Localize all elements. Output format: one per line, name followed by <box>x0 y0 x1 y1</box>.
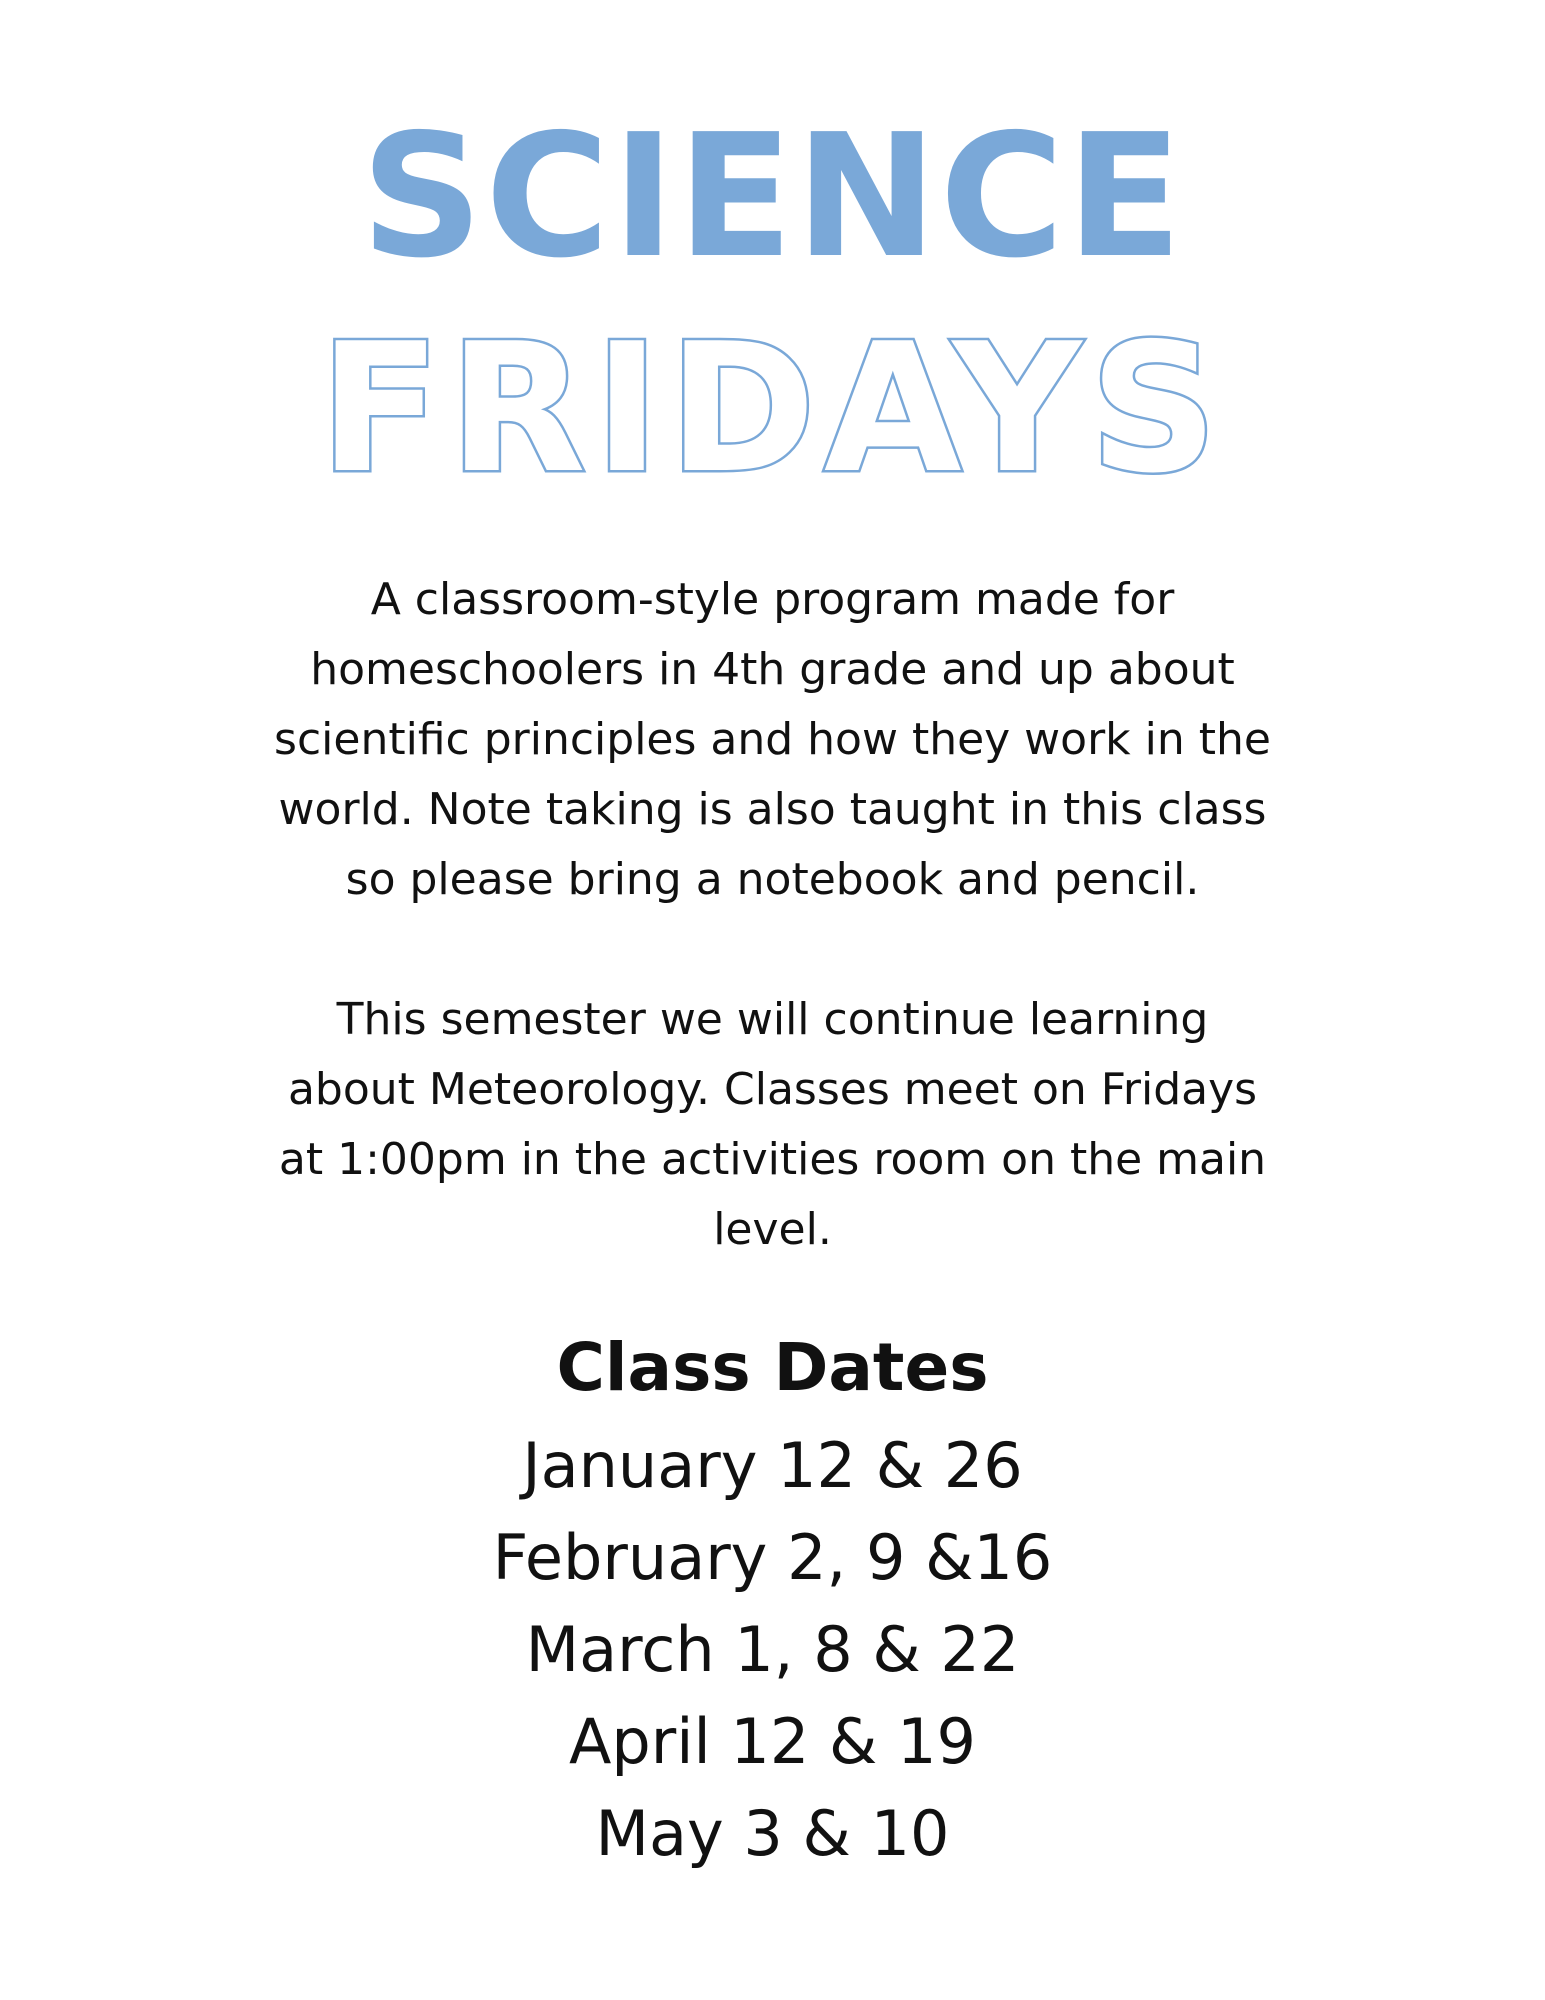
class-date-item: February 2, 9 &16 <box>492 1521 1053 1594</box>
title-fridays: FRIDAYS <box>319 305 1226 512</box>
details-line: about Meteorology. Classes meet on Fridays <box>287 1064 1258 1115</box>
description-line: so please bring a notebook and pencil. <box>345 854 1200 905</box>
class-dates-list <box>0 1420 1545 1880</box>
details-line: level. <box>713 1204 832 1255</box>
description-line: homeschoolers in 4th grade and up about <box>310 644 1235 695</box>
class-dates-heading: Class Dates <box>556 1329 989 1406</box>
class-date-item: April 12 & 19 <box>569 1705 976 1778</box>
details-line: This semester we will continue learning <box>336 994 1209 1045</box>
description-line: scientific principles and how they work in the <box>274 714 1271 765</box>
program-description <box>240 565 1305 915</box>
class-date-item: March 1, 8 & 22 <box>525 1613 1020 1686</box>
semester-details <box>240 985 1305 1265</box>
class-date-item: May 3 & 10 <box>595 1797 950 1870</box>
class-date-item: January 12 & 26 <box>522 1429 1023 1502</box>
description-line: world. Note taking is also taught in this class <box>278 784 1267 835</box>
title-science: SCIENCE <box>360 98 1185 296</box>
description-line: A classroom-style program made for <box>370 574 1175 625</box>
details-line: at 1:00pm in the activities room on the main <box>278 1134 1267 1185</box>
